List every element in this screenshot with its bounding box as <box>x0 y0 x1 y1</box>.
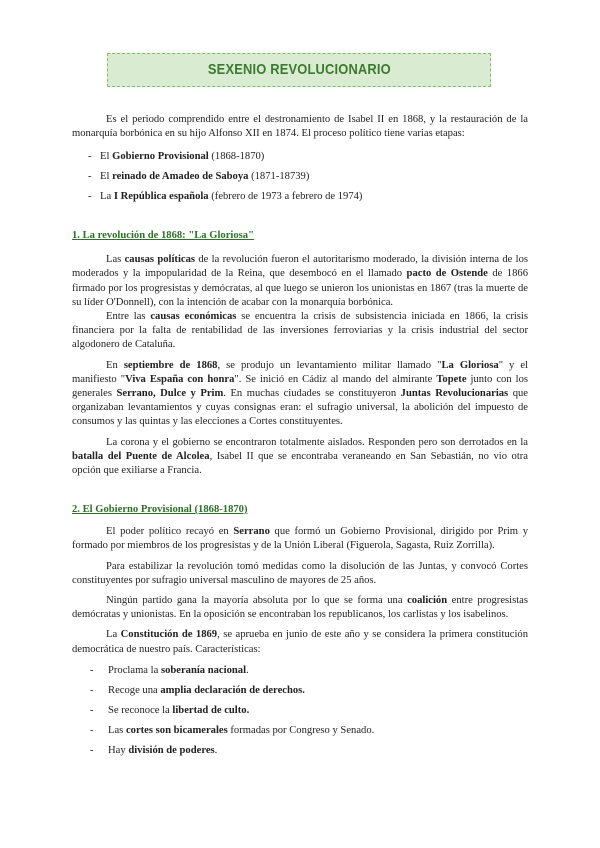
section-2 <box>72 503 528 761</box>
paragraph: Entre las causas económicas se encuentra la crisis de subsistencia iniciada en 1866, la crisis financiera por la falta de rentabilidad de las inversiones ferroviarias y la crisis industrial del sector algodonero de Cataluña. <box>72 311 528 351</box>
paragraph: La corona y el gobierno se encontraron totalmente aislados. Responden pero son derrotados en la batalla del Puente de Alcolea, Isabel II que se encontraba veraneando en San Sebastián, no vio otra opción que exiliarse a Francia. <box>72 436 528 477</box>
paragraph: En septiembre de 1868, se produjo un levantamiento militar llamado "La Gloriosa" y el manifiesto "Viva España con honra". Se inició en Cádiz al mando del almirante Topete junto con los generales Serrano, Dulce y Prim. En muchas ciudades se constituyeron Juntas Revolucionarias que organizaban levantamientos y cuyas consignas eran: el sufragio universal, la abolición del impuesto de consumos y las quintas y las elecciones a Cortes constituyentes. <box>72 359 529 428</box>
paragraph: Las causas políticas de la revolución fueron el autoritarismo moderado, la división interna de los moderados y la impopularidad de la Reina, que desembocó en el llamado pacto de Ostende de 1866 firmado por los progresistas y demócratas, al que luego se unieron los unionistas en 1867 (tras la muerte de su líder O'Donnell), con la intención de acabar con la monarquía borbónica. <box>72 254 529 308</box>
list-item: - Proclama la soberanía nacional. <box>90 664 249 676</box>
section-1-heading: 1. La revolución de 1868: "La Gloriosa" <box>72 230 254 241</box>
list-item: - Se reconoce la libertad de culto. <box>90 704 250 716</box>
list-item: - Las cortes son bicamerales formadas por Congreso y Senado. <box>90 724 375 736</box>
list-item: - El reinado de Amadeo de Saboya (1871-18739) <box>88 171 310 183</box>
list-item: - Recoge una amplia declaración de derechos. <box>90 684 305 696</box>
paragraph: El poder político recayó en Serrano que formó un Gobierno Provisional, dirigido por Prim y formado por miembros de los progresistas y de la Unión Liberal (Figuerola, Sagasta, Ruiz Zorrilla). <box>72 526 528 552</box>
title-banner <box>107 53 491 87</box>
intro-section <box>72 113 528 207</box>
section-1 <box>72 229 528 478</box>
section-2-heading: 2. El Gobierno Provisional (1868-1870) <box>72 504 248 515</box>
intro-paragraph: Es el periodo comprendido entre el destronamiento de Isabel II en 1868, y la restauración de la monarquía borbónica en su hijo Alfonso XII en 1874. El proceso político tiene varias etapas: <box>72 114 528 140</box>
page-title: SEXENIO REVOLUCIONARIO <box>207 60 391 78</box>
paragraph: Ningún partido gana la mayoría absoluta por lo que se forma una coalición entre progresistas demócratas y unionistas. En la oposición se encontraban los republicanos, los carlistas y los isabelinos. <box>72 595 528 621</box>
stages-list <box>72 147 528 207</box>
list-item: - Hay división de poderes. <box>90 744 218 756</box>
paragraph: La Constitución de 1869, se aprueba en junio de este año y se considera la primera constitución democrática de nuestro país. Características: <box>72 629 528 655</box>
list-item: - El Gobierno Provisional (1868-1870) <box>88 151 265 163</box>
paragraph: Para estabilizar la revolución tomó medidas como la disolución de las Juntas, y convocó Cortes constituyentes por sufragio universal masculino de mayores de 25 años. <box>72 560 528 586</box>
features-list <box>72 661 528 761</box>
list-item: - La I República española (febrero de 1973 a febrero de 1974) <box>88 191 363 203</box>
